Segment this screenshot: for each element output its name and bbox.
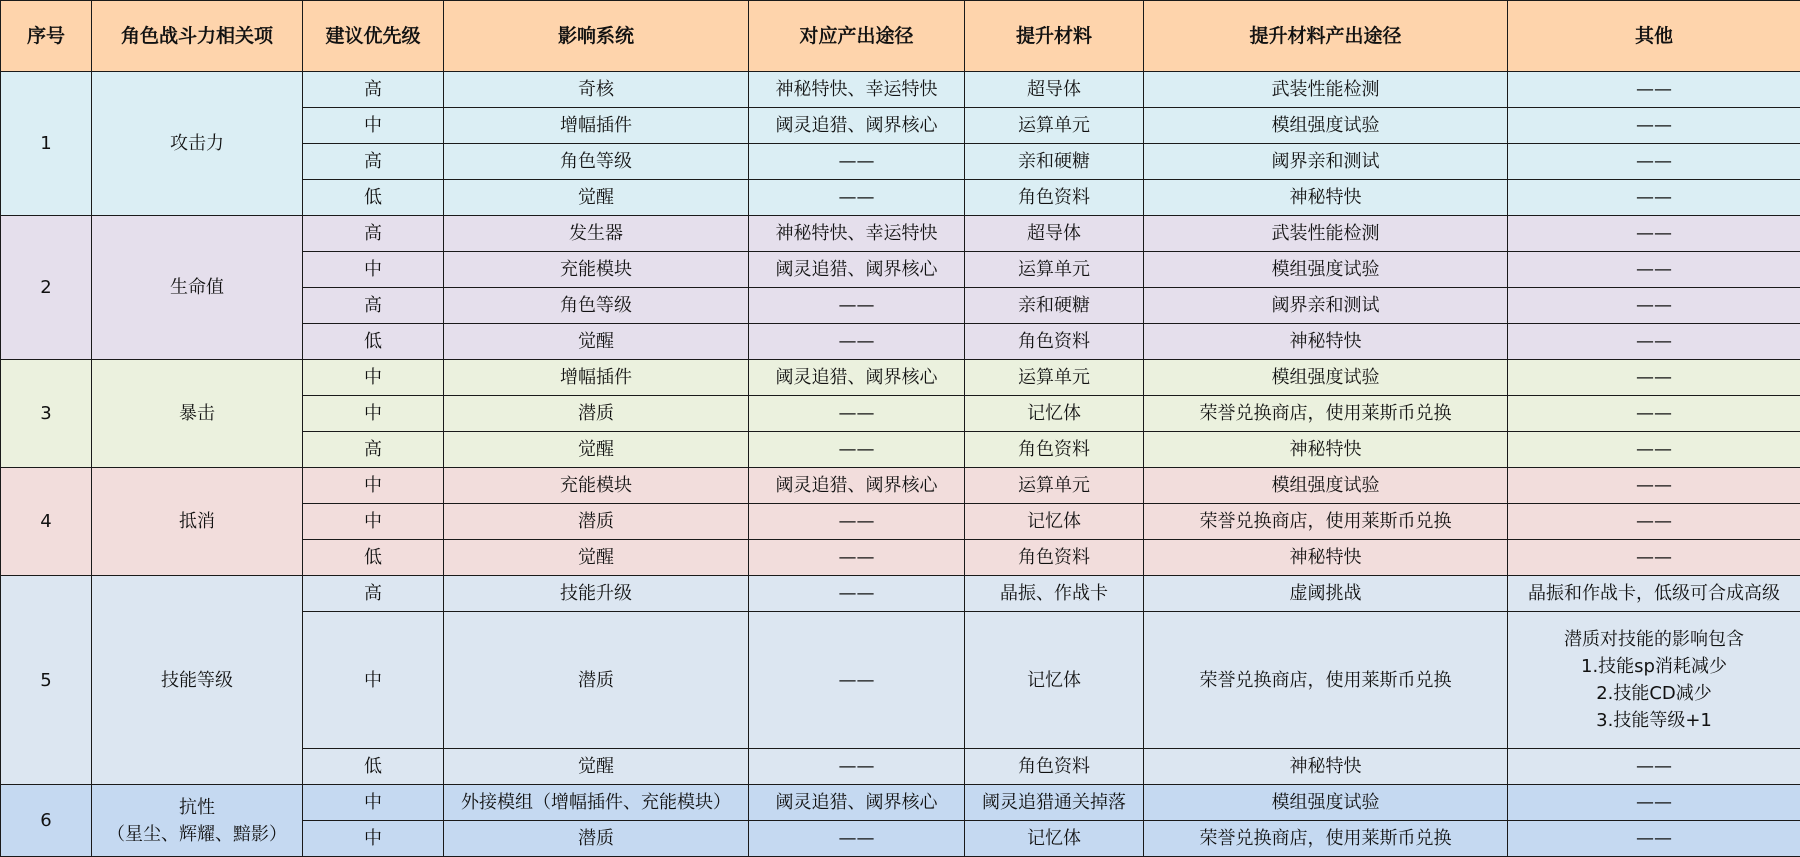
material-cell: 记忆体 — [965, 504, 1144, 540]
table-row — [1, 468, 1800, 504]
header-item: 角色战斗力相关项 — [92, 1, 303, 72]
header-material: 提升材料 — [965, 1, 1144, 72]
source-cell: —— — [749, 576, 965, 612]
material-cell: 亲和硬糖 — [965, 144, 1144, 180]
material-source-cell: 模组强度试验 — [1144, 785, 1508, 821]
material-source-cell: 神秘特快 — [1144, 749, 1508, 785]
priority-cell: 中 — [303, 396, 444, 432]
other-cell: —— — [1508, 432, 1800, 468]
stat-item — [92, 785, 303, 857]
stat-item: 暴击 — [92, 360, 303, 468]
source-cell: —— — [749, 821, 965, 857]
material-cell: 记忆体 — [965, 396, 1144, 432]
material-cell: 角色资料 — [965, 749, 1144, 785]
material-cell: 角色资料 — [965, 540, 1144, 576]
other-cell: —— — [1508, 785, 1800, 821]
header-material-source: 提升材料产出途径 — [1144, 1, 1508, 72]
material-source-cell: 模组强度试验 — [1144, 468, 1508, 504]
system-cell: 角色等级 — [444, 288, 749, 324]
priority-cell: 高 — [303, 288, 444, 324]
row-number: 1 — [1, 72, 92, 216]
table-row — [1, 576, 1800, 612]
source-cell: —— — [749, 180, 965, 216]
header-no: 序号 — [1, 1, 92, 72]
other-cell — [1508, 612, 1800, 749]
other-cell: —— — [1508, 108, 1800, 144]
header-row — [1, 1, 1800, 72]
stat-item: 生命值 — [92, 216, 303, 360]
source-cell: 神秘特快、幸运特快 — [749, 216, 965, 252]
material-cell: 记忆体 — [965, 612, 1144, 749]
table-row — [1, 72, 1800, 108]
other-cell: —— — [1508, 252, 1800, 288]
material-source-cell: 荣誉兑换商店，使用莱斯币兑换 — [1144, 612, 1508, 749]
material-cell: 角色资料 — [965, 180, 1144, 216]
source-cell: —— — [749, 504, 965, 540]
priority-cell: 高 — [303, 216, 444, 252]
material-cell: 亲和硬糖 — [965, 288, 1144, 324]
material-cell: 超导体 — [965, 216, 1144, 252]
priority-cell: 中 — [303, 360, 444, 396]
source-cell: —— — [749, 540, 965, 576]
material-source-cell: 神秘特快 — [1144, 324, 1508, 360]
other-cell: —— — [1508, 396, 1800, 432]
other-cell: —— — [1508, 288, 1800, 324]
system-cell: 增幅插件 — [444, 108, 749, 144]
source-cell: —— — [749, 324, 965, 360]
priority-cell: 高 — [303, 576, 444, 612]
material-source-cell: 荣誉兑换商店，使用莱斯币兑换 — [1144, 821, 1508, 857]
stat-item-line: 抗性 — [179, 796, 215, 818]
source-cell: 阈灵追猎、阈界核心 — [749, 468, 965, 504]
material-cell: 运算单元 — [965, 108, 1144, 144]
system-cell: 充能模块 — [444, 252, 749, 288]
material-source-cell: 模组强度试验 — [1144, 252, 1508, 288]
priority-cell: 低 — [303, 540, 444, 576]
other-cell: —— — [1508, 180, 1800, 216]
material-source-cell: 虚阈挑战 — [1144, 576, 1508, 612]
system-cell: 觉醒 — [444, 432, 749, 468]
material-source-cell: 武装性能检测 — [1144, 216, 1508, 252]
source-cell: —— — [749, 612, 965, 749]
other-cell: —— — [1508, 749, 1800, 785]
system-cell: 潜质 — [444, 504, 749, 540]
material-cell: 运算单元 — [965, 252, 1144, 288]
material-source-cell: 阈界亲和测试 — [1144, 144, 1508, 180]
priority-cell: 中 — [303, 108, 444, 144]
system-cell: 潜质 — [444, 612, 749, 749]
source-cell: —— — [749, 288, 965, 324]
priority-cell: 高 — [303, 432, 444, 468]
other-cell: —— — [1508, 324, 1800, 360]
material-cell: 运算单元 — [965, 468, 1144, 504]
table-row — [1, 360, 1800, 396]
system-cell: 充能模块 — [444, 468, 749, 504]
system-cell: 奇核 — [444, 72, 749, 108]
priority-cell: 低 — [303, 180, 444, 216]
material-cell: 运算单元 — [965, 360, 1144, 396]
system-cell: 觉醒 — [444, 540, 749, 576]
system-cell: 发生器 — [444, 216, 749, 252]
source-cell: —— — [749, 396, 965, 432]
other-cell: —— — [1508, 360, 1800, 396]
source-cell: —— — [749, 432, 965, 468]
system-cell: 觉醒 — [444, 749, 749, 785]
table-row — [1, 785, 1800, 821]
system-cell: 增幅插件 — [444, 360, 749, 396]
source-cell: 阈灵追猎、阈界核心 — [749, 360, 965, 396]
stat-item: 攻击力 — [92, 72, 303, 216]
stat-item-line: （星尘、辉耀、黯影） — [107, 823, 287, 845]
header-system: 影响系统 — [444, 1, 749, 72]
material-source-cell: 阈界亲和测试 — [1144, 288, 1508, 324]
row-number: 4 — [1, 468, 92, 576]
priority-cell: 中 — [303, 252, 444, 288]
row-number: 2 — [1, 216, 92, 360]
priority-cell: 中 — [303, 821, 444, 857]
source-cell: 阈灵追猎、阈界核心 — [749, 785, 965, 821]
source-cell: —— — [749, 144, 965, 180]
material-cell: 阈灵追猎通关掉落 — [965, 785, 1144, 821]
priority-cell: 低 — [303, 324, 444, 360]
row-number: 3 — [1, 360, 92, 468]
source-cell: 阈灵追猎、阈界核心 — [749, 108, 965, 144]
material-cell: 晶振、作战卡 — [965, 576, 1144, 612]
other-note-line: 3.技能等级+1 — [1596, 710, 1712, 731]
material-source-cell: 模组强度试验 — [1144, 360, 1508, 396]
system-cell: 觉醒 — [444, 180, 749, 216]
table-row — [1, 216, 1800, 252]
source-cell: —— — [749, 749, 965, 785]
other-cell: —— — [1508, 72, 1800, 108]
other-note-line: 2.技能CD减少 — [1596, 683, 1712, 704]
priority-cell: 中 — [303, 785, 444, 821]
material-source-cell: 荣誉兑换商店，使用莱斯币兑换 — [1144, 396, 1508, 432]
row-number: 6 — [1, 785, 92, 857]
material-source-cell: 神秘特快 — [1144, 432, 1508, 468]
material-source-cell: 荣誉兑换商店，使用莱斯币兑换 — [1144, 504, 1508, 540]
system-cell: 角色等级 — [444, 144, 749, 180]
other-cell: —— — [1508, 821, 1800, 857]
header-priority: 建议优先级 — [303, 1, 444, 72]
priority-cell: 高 — [303, 72, 444, 108]
other-note-line: 潜质对技能的影响包含 — [1564, 629, 1744, 650]
material-cell: 记忆体 — [965, 821, 1144, 857]
stat-item: 抵消 — [92, 468, 303, 576]
other-cell: 晶振和作战卡，低级可合成高级 — [1508, 576, 1800, 612]
source-cell: 神秘特快、幸运特快 — [749, 72, 965, 108]
priority-cell: 中 — [303, 468, 444, 504]
system-cell: 技能升级 — [444, 576, 749, 612]
other-note-line: 1.技能sp消耗减少 — [1581, 656, 1727, 677]
priority-cell: 高 — [303, 144, 444, 180]
header-other: 其他 — [1508, 1, 1800, 72]
material-source-cell: 神秘特快 — [1144, 180, 1508, 216]
other-cell: —— — [1508, 144, 1800, 180]
material-source-cell: 武装性能检测 — [1144, 72, 1508, 108]
row-number: 5 — [1, 576, 92, 785]
material-cell: 角色资料 — [965, 432, 1144, 468]
material-cell: 角色资料 — [965, 324, 1144, 360]
priority-cell: 中 — [303, 504, 444, 540]
other-cell: —— — [1508, 540, 1800, 576]
other-cell: —— — [1508, 504, 1800, 540]
system-cell: 潜质 — [444, 821, 749, 857]
material-source-cell: 模组强度试验 — [1144, 108, 1508, 144]
system-cell: 潜质 — [444, 396, 749, 432]
priority-cell: 中 — [303, 612, 444, 749]
priority-cell: 低 — [303, 749, 444, 785]
other-cell: —— — [1508, 468, 1800, 504]
header-source: 对应产出途径 — [749, 1, 965, 72]
material-cell: 超导体 — [965, 72, 1144, 108]
other-cell: —— — [1508, 216, 1800, 252]
material-source-cell: 神秘特快 — [1144, 540, 1508, 576]
stat-item: 技能等级 — [92, 576, 303, 785]
system-cell: 外接模组（增幅插件、充能模块） — [444, 785, 749, 821]
source-cell: 阈灵追猎、阈界核心 — [749, 252, 965, 288]
system-cell: 觉醒 — [444, 324, 749, 360]
